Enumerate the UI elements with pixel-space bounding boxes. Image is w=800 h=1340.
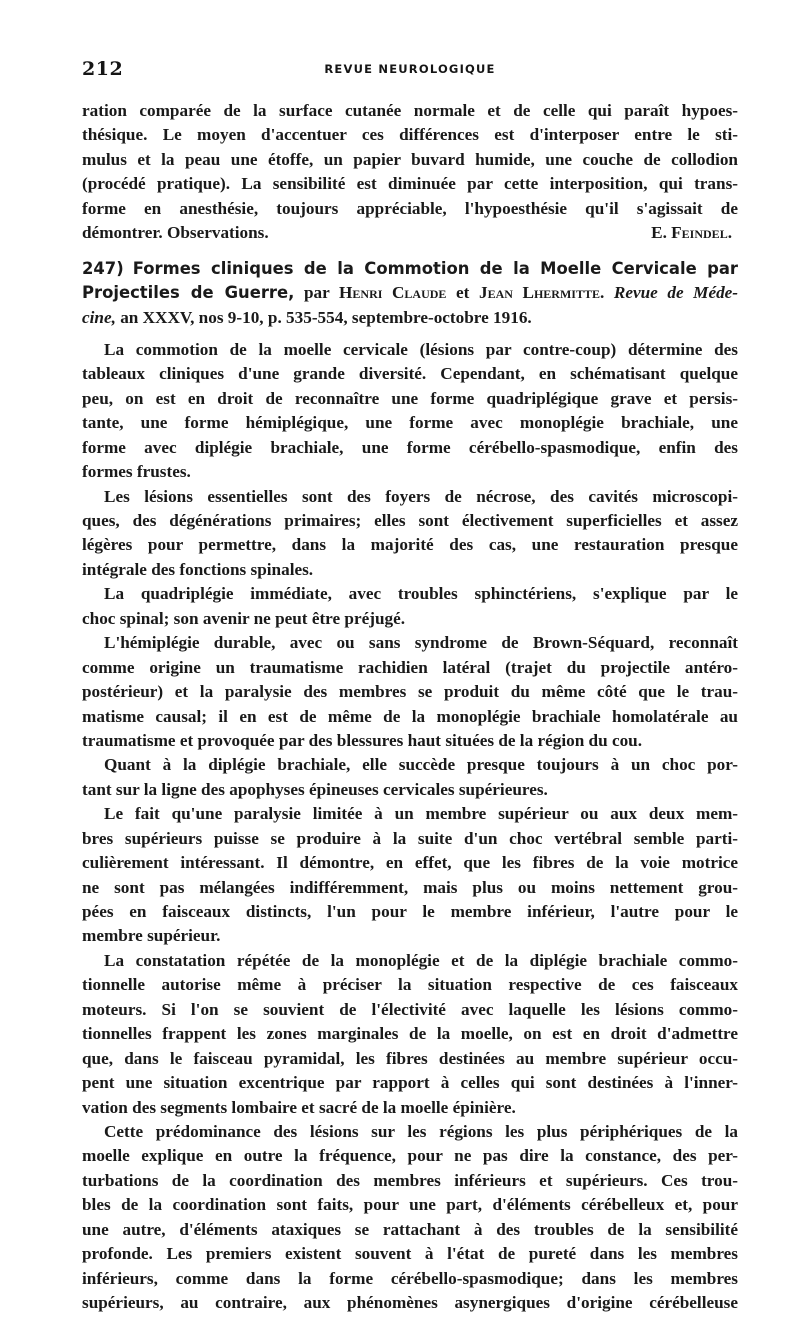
text-line: moelle explique en outre la fréquence, pour ne pas dire la constance, des per- (82, 1146, 738, 1166)
abstract-title: Formes cliniques de la Commotion de la Moelle Cervicale par (132, 258, 738, 278)
text-line: pées en faisceaux distincts, l'un pour le membre inférieur, l'autre pour le (82, 902, 738, 921)
body-text (82, 99, 738, 1315)
running-head (82, 58, 738, 84)
heading-line (82, 281, 738, 305)
paragraph (82, 631, 738, 753)
text-line: culièrement intéressant. Il démontre, en effet, que les fibres de la voie motrice (82, 853, 738, 873)
text-line: traumatisme et provoquée par des blessures haut situées de la région du cou. (82, 730, 643, 750)
text-line: L'hémiplégie durable, avec ou sans syndrome de Brown-Séquard, reconnaît (104, 633, 738, 653)
text-line: ne sont pas mélangées indifféremment, mais plus ou moins nettement grou- (82, 877, 738, 897)
paragraph (82, 485, 738, 583)
heading-line (82, 257, 738, 281)
text-line: démontrer. Observations. (82, 223, 269, 243)
journal-title: REVUE NEUROLOGIQUE (324, 62, 496, 76)
text-line: ration comparée de la surface cutanée normale et de celle qui paraît hypoes- (82, 101, 738, 120)
text-line: Les lésions essentielles sont des foyers de nécrose, des cavités microscopi- (104, 486, 738, 506)
text-line: une autre, d'éléments ataxiques se rattachant à des troubles de la sensibilité (82, 1219, 738, 1239)
text-line: choc spinal; son avenir ne peut être préjugé. (82, 608, 406, 628)
text-line: tant sur la ligne des apophyses épineuses cervicales supérieures. (82, 779, 548, 799)
text-line: La commotion de la moelle cervicale (lésions par contre-coup) détermine des (104, 339, 738, 359)
spacer (82, 330, 738, 338)
text-line: La constatation répétée de la monoplégie et de la diplégie brachiale commo- (104, 950, 738, 970)
paragraph (82, 949, 738, 1120)
text-line: tionnelles frappent les zones marginales de la moelle, on est en droit d'admettre (82, 1024, 738, 1044)
abstract-signature: E. Feindel. (651, 223, 732, 243)
spacer (82, 246, 738, 257)
text-line: bres supérieurs puisse se produire à la suite d'un choc vertébral semble parti- (82, 828, 738, 848)
text-line: mulus et la peau une étoffe, un papier buvard humide, une couche de collodion (82, 149, 738, 169)
text-line: bles de la coordination sont faits, pour une part, d'éléments cérébelleux et, pour (82, 1195, 738, 1215)
text-line: que, dans le faisceau pyramidal, les fibres destinées au membre supérieur occu- (82, 1048, 738, 1068)
text-line: pent une situation excentrique par rapport à celles qui sont destinées à l'inner- (82, 1073, 738, 1093)
page-number: 212 (82, 58, 124, 80)
paragraph (82, 1120, 738, 1316)
signature-line (82, 221, 738, 245)
text-line: Cette prédominance des lésions sur les régions les plus périphériques de la (104, 1121, 738, 1141)
text-line: ques, des dégénérations primaires; elles sont électivement superficielles et assez (82, 511, 738, 530)
by-word: par (303, 283, 330, 303)
text-line: forme en anesthésie, toujours appréciable, l'hypoesthésie qu'il s'agissait de (82, 198, 738, 218)
text-line: vation des segments lombaire et sacré de la moelle épinière. (82, 1097, 516, 1117)
text-line: tableaux cliniques d'une grande diversité. Cependant, en schématisant quelque (82, 364, 738, 384)
text-line: intégrale des fonctions spinales. (82, 559, 314, 579)
text-line: Quant à la diplégie brachiale, elle succède presque toujours à un choc por- (104, 755, 738, 775)
paragraph (82, 338, 738, 485)
author-name: Jean Lhermitte. (478, 283, 605, 303)
and-word: et (456, 283, 470, 303)
abstract-heading (82, 257, 738, 330)
text-line: membre supérieur. (82, 926, 221, 946)
text-line: postérieur) et la paralysie des membres se produit du même côté que le trau- (82, 682, 738, 702)
author-name: Henri Claude (339, 283, 447, 303)
paragraph (82, 582, 738, 631)
text-line: moteurs. Si l'on se souvient de l'électivité avec laquelle les lésions commo- (82, 999, 738, 1019)
abstract-body (82, 338, 738, 1316)
abstract-number: 247) (82, 258, 124, 278)
text-line: inférieurs, comme dans la forme cérébello-spasmodique; dans les membres (82, 1268, 738, 1288)
text-line: matisme causal; il en est de même de la monoplégie brachiale homolatérale au (82, 706, 738, 726)
text-line: turbations de la coordination des membres inférieurs et supérieurs. Ces trou- (82, 1170, 738, 1190)
heading-line (82, 306, 738, 330)
previous-abstract (82, 99, 738, 246)
citation: an XXXV, nos 9-10, p. 535-554, septembre-octobre 1916. (120, 307, 532, 327)
text-line: profonde. Les premiers existent souvent à l'état de pureté dans les membres (82, 1244, 738, 1264)
paragraph (82, 802, 738, 949)
text-line: légères pour permettre, dans la majorité des cas, une restauration presque (82, 535, 738, 555)
text-line: formes frustes. (82, 462, 191, 482)
text-line: thésique. Le moyen d'accentuer ces différences est d'interposer entre le sti- (82, 125, 738, 145)
journal-name-cont: cine, (82, 307, 116, 327)
abstract-title-cont: Projectiles de Guerre, (82, 283, 295, 303)
text-line: peu, on est en droit de reconnaître une forme quadriplégique grave et persis- (82, 388, 738, 408)
text-line: Le fait qu'une paralysie limitée à un membre supérieur ou aux deux mem- (104, 804, 738, 824)
text-line: La quadriplégie immédiate, avec troubles sphinctériens, s'explique par le (104, 584, 738, 604)
text-line: forme avec diplégie brachiale, une forme cérébello-spasmodique, enfin des (82, 437, 738, 457)
text-line: supérieurs, au contraire, aux phénomènes asynergiques d'origine cérébelleuse (82, 1293, 738, 1312)
text-line: tionnelle autorise même à préciser la situation respective de ces faisceaux (82, 975, 738, 995)
text-line: comme origine un traumatisme rachidien latéral (trajet du projectile antéro- (82, 657, 738, 677)
text-line: tante, une forme hémiplégique, une forme avec monoplégie brachiale, une (82, 413, 738, 433)
paragraph (82, 753, 738, 802)
text-line: (procédé pratique). La sensibilité est diminuée par cette interposition, qui trans- (82, 174, 738, 194)
journal-name: Revue de Méde- (613, 283, 739, 303)
